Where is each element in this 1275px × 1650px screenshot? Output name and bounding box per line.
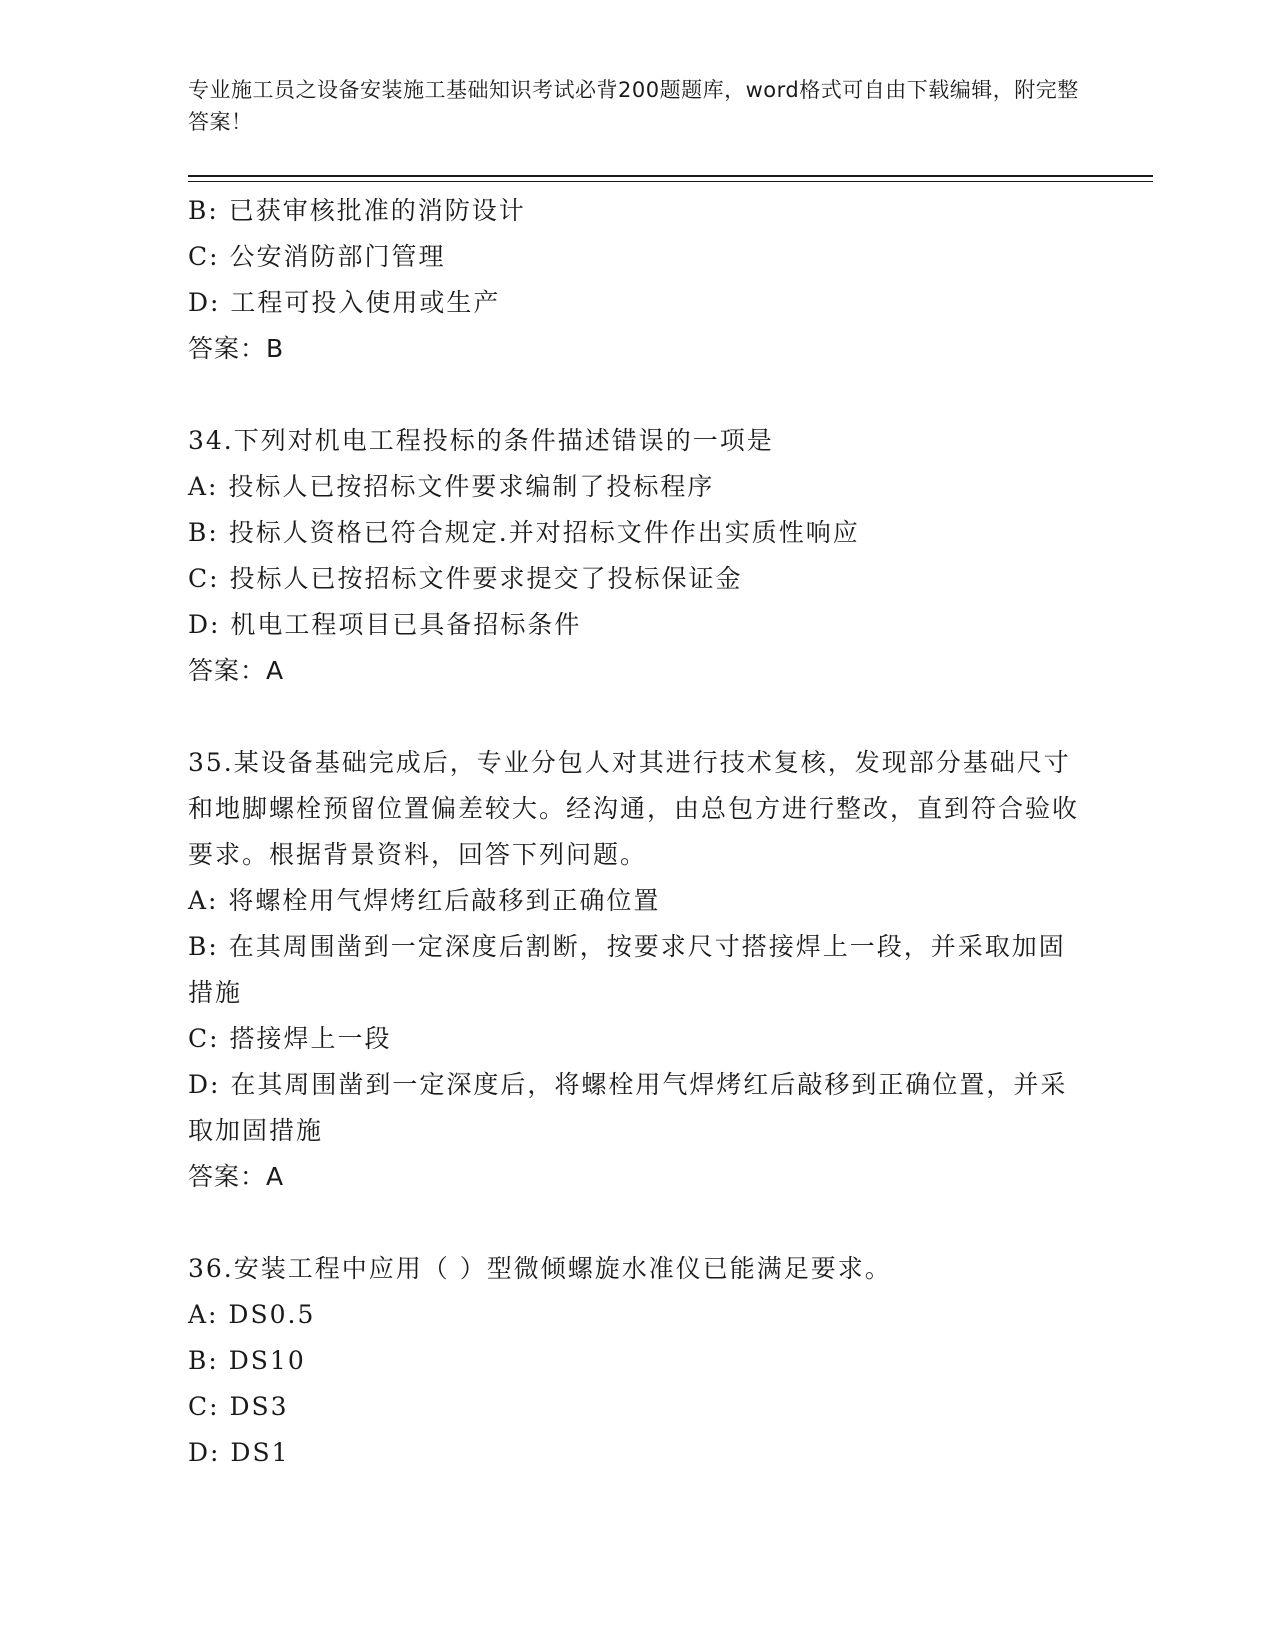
answer-line: 答案：A [188,1162,285,1191]
answer-line: 答案：B [188,334,285,363]
option-b: B: DS10 [188,1346,306,1375]
document-body [188,188,1088,1476]
option-b: B: 在其周围凿到一定深度后割断，按要求尺寸搭接焊上一段，并采取加固措施 [188,932,1066,1007]
question-stem: 34.下列对机电工程投标的条件描述错误的一项是 [188,426,774,455]
header-divider-thick [188,175,1153,177]
header-divider-thin [188,181,1153,182]
question-35 [188,740,1088,1200]
option-d: D: 机电工程项目已具备招标条件 [188,610,582,639]
option-a: A: DS0.5 [188,1300,316,1329]
header-title: 专业施工员之设备安装施工基础知识考试必背200题题库，word格式可自由下载编辑，附完整答案！ [188,78,1079,134]
answer-line: 答案：A [188,656,285,685]
option-c: C: DS3 [188,1392,289,1421]
option-c: C: 公安消防部门管理 [188,242,446,271]
question-36 [188,1246,1088,1476]
question-34 [188,418,1088,694]
option-b: B: 已获审核批准的消防设计 [188,196,526,225]
option-d: D: 在其周围凿到一定深度后，将螺栓用气焊烤红后敲移到正确位置，并采取加固措施 [188,1070,1068,1145]
option-d: D: 工程可投入使用或生产 [188,288,501,317]
option-c: C: 搭接焊上一段 [188,1024,392,1053]
option-b: B: 投标人资格已符合规定.并对招标文件作出实质性响应 [188,518,860,547]
question-continued [188,188,1088,372]
option-c: C: 投标人已按招标文件要求提交了投标保证金 [188,564,743,593]
question-stem: 35.某设备基础完成后，专业分包人对其进行技术复核，发现部分基础尺寸和地脚螺栓预留位置偏差较大。经沟通，由总包方进行整改，直到符合验收要求。根据背景资料，回答下列问题。 [188,748,1080,869]
option-a: A: 将螺栓用气焊烤红后敲移到正确位置 [188,886,661,915]
document-header [188,74,1088,138]
question-stem: 36.安装工程中应用（ ）型微倾螺旋水准仪已能满足要求。 [188,1254,892,1283]
option-d: D: DS1 [188,1438,290,1467]
option-a: A: 投标人已按招标文件要求编制了投标程序 [188,472,715,501]
